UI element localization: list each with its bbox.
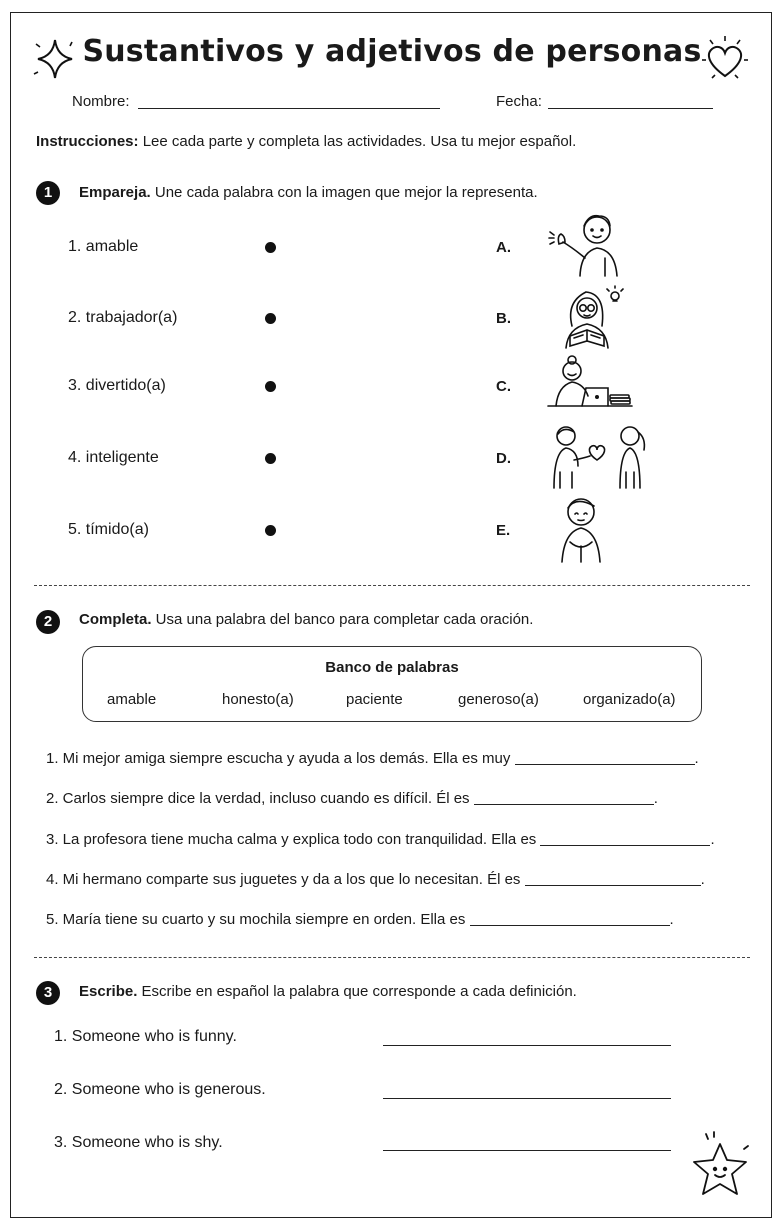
section-2-number: 2 xyxy=(36,610,60,634)
bank-word-paciente: paciente xyxy=(346,691,403,708)
smiling-star-icon xyxy=(684,1130,756,1204)
bank-word-organizado: organizado(a) xyxy=(583,691,676,708)
section-divider-1 xyxy=(34,585,750,586)
sentence-1-blank[interactable] xyxy=(515,764,695,765)
sentence-2-blank[interactable] xyxy=(474,804,654,805)
match-letter-e: E. xyxy=(496,522,511,539)
date-label: Fecha: xyxy=(496,93,542,110)
match-word-4: 4. inteligente xyxy=(68,449,159,466)
match-dot-4[interactable] xyxy=(265,453,276,464)
name-field[interactable] xyxy=(138,108,440,109)
definition-3-answer[interactable] xyxy=(383,1150,671,1151)
sentence-4-blank[interactable] xyxy=(525,885,701,886)
section-3-heading: Escribe. Escribe en español la palabra que corresponde a cada definición. xyxy=(79,983,577,1000)
sentence-3: 3. La profesora tiene mucha calma y explica todo con tranquilidad. Ella es . xyxy=(46,831,715,848)
match-dot-1[interactable] xyxy=(265,242,276,253)
match-word-1: 1. amable xyxy=(68,238,139,255)
girl-reading-book-icon[interactable] xyxy=(560,286,630,350)
match-letter-a: A. xyxy=(496,239,511,256)
waving-boy-icon[interactable] xyxy=(545,208,625,278)
sentence-5-blank[interactable] xyxy=(470,925,670,926)
bank-word-amable: amable xyxy=(107,691,157,708)
sentence-1: 1. Mi mejor amiga siempre escucha y ayuda a los demás. Ella es muy . xyxy=(46,750,699,767)
bank-word-honesto: honesto(a) xyxy=(222,691,294,708)
section-divider-2 xyxy=(34,957,750,958)
section-3-number: 3 xyxy=(36,981,60,1005)
match-letter-b: B. xyxy=(496,310,511,327)
section-1-number: 1 xyxy=(36,181,60,205)
instructions: Instrucciones: Lee cada parte y completa las actividades. Usa tu mejor español. xyxy=(36,133,577,150)
shy-boy-icon[interactable] xyxy=(556,494,606,564)
match-dot-5[interactable] xyxy=(265,525,276,536)
section-2-heading: Completa. Usa una palabra del banco para completar cada oración. xyxy=(79,611,534,628)
word-bank xyxy=(82,646,702,722)
definition-1-answer[interactable] xyxy=(383,1045,671,1046)
match-dot-2[interactable] xyxy=(265,313,276,324)
sentence-5: 5. María tiene su cuarto y su mochila siempre en orden. Ella es . xyxy=(46,911,674,928)
page-title: Sustantivos y adjetivos de personas xyxy=(82,34,702,69)
match-word-2: 2. trabajador(a) xyxy=(68,309,178,326)
match-dot-3[interactable] xyxy=(265,381,276,392)
sentence-2: 2. Carlos siempre dice la verdad, incluso cuando es difícil. Él es . xyxy=(46,790,658,807)
match-word-3: 3. divertido(a) xyxy=(68,377,166,394)
match-word-5: 5. tímido(a) xyxy=(68,521,149,538)
sentence-3-blank[interactable] xyxy=(540,845,710,846)
match-letter-d: D. xyxy=(496,450,511,467)
word-bank-title: Banco de palabras xyxy=(325,659,459,676)
definition-1: 1. Someone who is funny. xyxy=(54,1028,237,1045)
sentence-4: 4. Mi hermano comparte sus juguetes y da a los que lo necesitan. Él es . xyxy=(46,871,705,888)
name-label: Nombre: xyxy=(72,93,130,110)
boy-giving-heart-to-girl-icon[interactable] xyxy=(550,424,650,490)
section-1-heading: Empareja. Une cada palabra con la imagen que mejor la representa. xyxy=(79,184,538,201)
definition-2: 2. Someone who is generous. xyxy=(54,1081,266,1098)
date-field[interactable] xyxy=(548,108,713,109)
match-letter-c: C. xyxy=(496,378,511,395)
woman-at-laptop-icon[interactable] xyxy=(546,354,634,414)
definition-2-answer[interactable] xyxy=(383,1098,671,1099)
heart-icon xyxy=(698,34,752,84)
bank-word-generoso: generoso(a) xyxy=(458,691,539,708)
definition-3: 3. Someone who is shy. xyxy=(54,1134,223,1151)
